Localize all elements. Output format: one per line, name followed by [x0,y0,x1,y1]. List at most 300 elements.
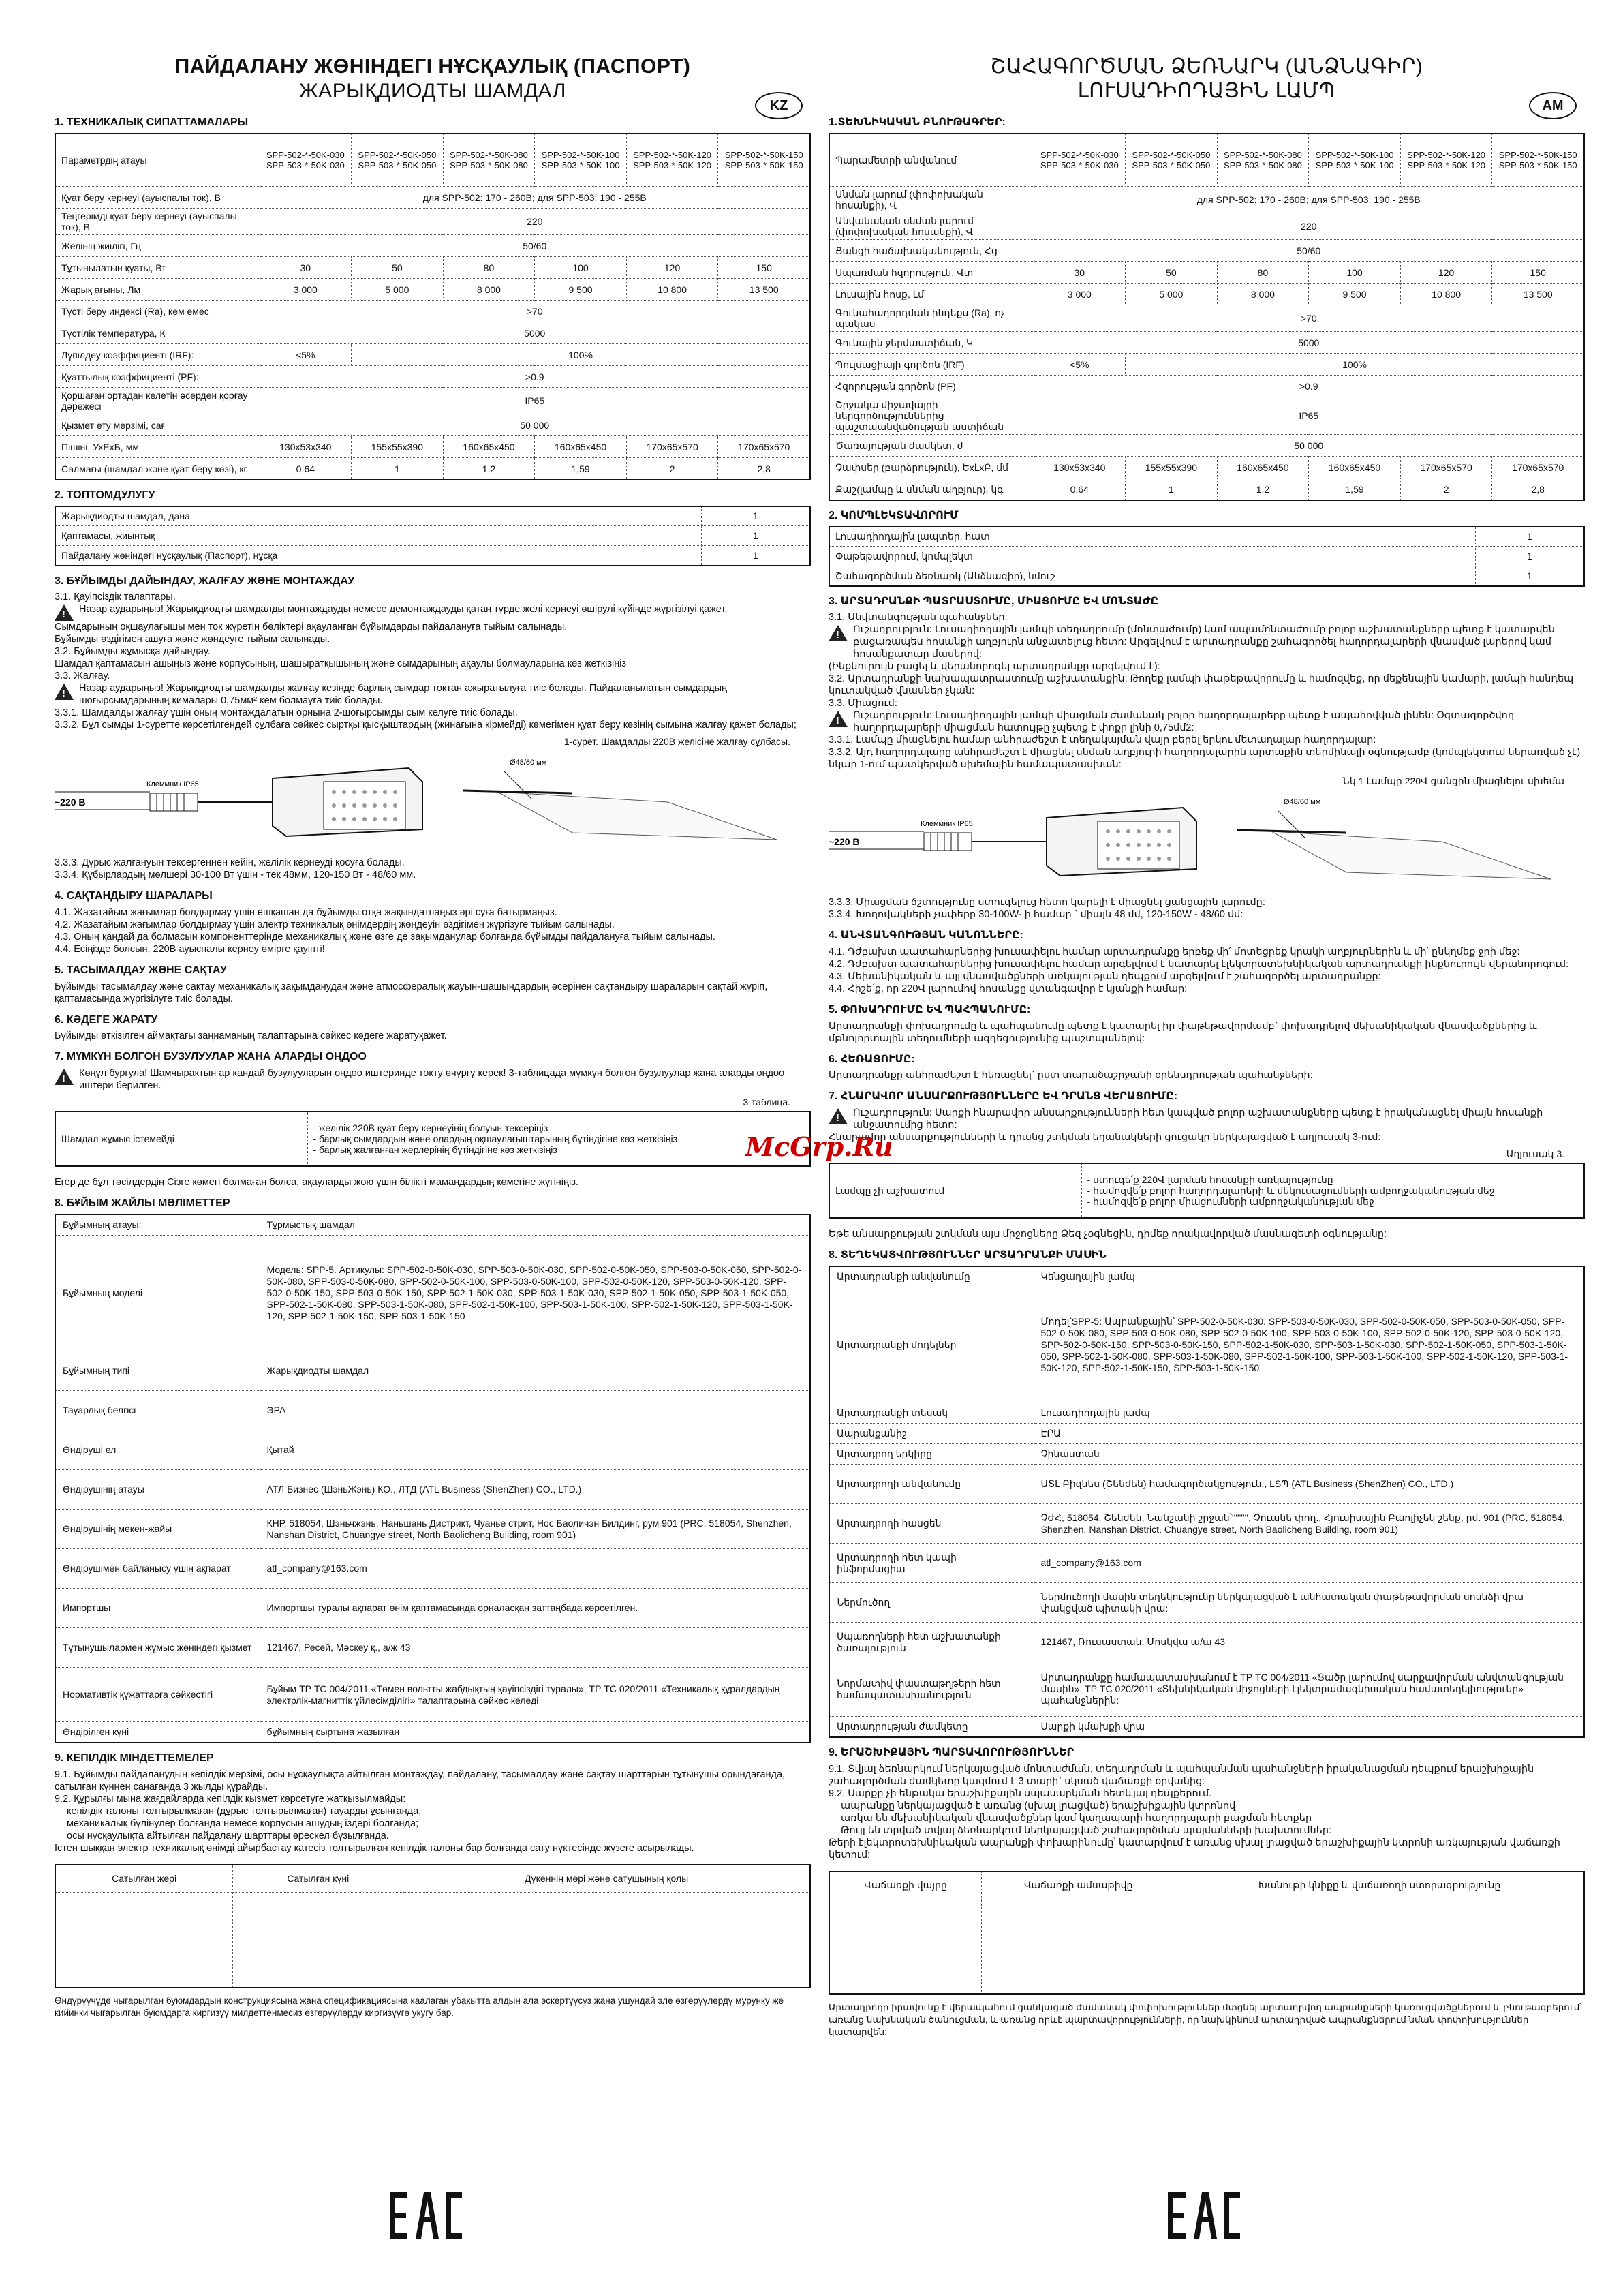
spec-label: Қызмет ету мерзімі, сағ [55,414,260,436]
warning-icon: ! [829,625,848,641]
kz-section-2: 2. ТОПТОМДУЛУГУ [55,489,155,501]
table-caption: Աղյուսակ 3. [1506,1148,1564,1160]
warning-icon: ! [55,1069,74,1085]
kit-item: Пайдалану жөніндегі нұсқаулық (Паспорт), нұсқа [55,546,701,566]
spec-value: для SPP-502: 170 - 260В; для SPP-503: 190 - 255В [1034,187,1584,213]
paragraph: 3.1. Қауіпсіздік талаптары. [55,592,176,603]
wiring-diagram [829,791,1585,893]
spec-value: 220 [1034,213,1584,240]
sale-header: Վաճառքի վայրը [829,1871,982,1899]
spec-label: Теңгерімді қуат беру кернеуі (ауыспалы ток), В [55,209,260,235]
info-key: Импортшы [55,1589,260,1628]
info-value: Бұйым ТР ТС 004/2011 «Төмен вольтты жабдықтың қауіпсіздігі туралы», ТР ТС 020/2011 «Техникалық құралдардың электрлік-магниттік үйлесімділігі» талаптарына сәйкес келеді [260,1668,810,1722]
spec-label: Желінің жиілігі, Гц [55,235,260,257]
spec-label: Тұтынылатын қуаты, Вт [55,257,260,279]
warning [829,1107,1585,1131]
spec-value: 150 [1492,262,1584,284]
spec-value: 50/60 [1034,240,1584,262]
diagram-clamp-label: Клеммник IP65 [921,819,973,828]
info-value: АТЛ Бизнес (ШэньЖэнь) КО., ЛТД (ATL Business (ShenZhen) CO., LTD.) [260,1470,810,1510]
list-item: 4.3. Оның қандай да болмасын компоненттерінде механикалық және өзге де зақымданулар болғанда бұйымды пайдалануға тыйым салынады. [55,931,715,943]
spec-label: Գունային ջերմաստիճան, Կ [829,332,1034,354]
paragraph: 3.3. Միացում: [829,698,897,709]
diagram-pipe-label: Ø48/60 мм [1284,797,1321,806]
paragraph: 3.3.3. Միացման ճշտությունը ստուգելուց հետո կարելի է միացնել ցանցային լարումը: [829,897,1265,908]
spec-value: 2 [1400,478,1492,500]
paragraph: 3.1. Անվտանգության պահանջներ: [829,612,1008,624]
spec-value: 5 000 [1126,284,1218,305]
spec-value: 0,64 [260,458,352,480]
am-section-6: 6. ՀԵՌԱՑՈՒՄԸ: [829,1053,915,1065]
bullet-item: кепілдік талоны толтырылмаған (дұрыс толтырылмаған) тауарды ұсынғанда; [67,1806,422,1818]
kit-qty: 1 [701,506,810,526]
am-title: ՇԱՀԱԳՈՐԾՄԱՆ ՁԵՌՆԱՐԿ (ԱՆՁՆԱԳԻՐ) [990,55,1423,78]
spec-value: для SPP-502: 170 - 260В; для SPP-503: 190 - 255В [260,187,810,209]
remedy-line: - желілік 220В қуат беру кернеуінің болуын тексеріңіз [313,1122,548,1134]
paragraph: 3.3. Жалғау. [55,671,110,682]
warning [55,1067,811,1092]
paragraph: Шамдал қаптамасын ашыңыз және корпусының, шашыратқышының және сымдарының ақаулы болмауларына көз жеткізіңіз [55,658,627,670]
spec-value: 50 [352,257,444,279]
info-value: Қытай [260,1430,810,1470]
eac-mark-am [1166,2191,1241,2240]
fault-remedy [1081,1163,1584,1218]
spec-value: 3 000 [1034,284,1126,305]
spec-label: Жарық ағыны, Лм [55,279,260,301]
kz-column [55,0,811,2296]
am-section-4: 4. ԱՆՎՏԱՆԳՈՒԹՅԱՆ ԿԱՆՈՆՆԵՐԸ: [829,930,1023,942]
spec-label: Пішіні, УхЕхБ, мм [55,436,260,458]
paragraph: 9.1. Бұйымды пайдаланудың кепілдік мерзімі, осы нұсқаулықта айтылған монтаждау, пайдалану, тасымалдау және сақтау шарттарын тұтынушы орындағанда, сатылған күннен санағанда 3 жылды құрайды. [55,1769,786,1793]
kz-spec-table [55,133,811,480]
footer-note: Өндүрүүчүдө чыгарылган буюмдардын конструкциясына жана спецификациясына каалаган убакытта алдын ала эскертүүсүз жана ушундай эле өзгөрүүлөрдү мурунку же кийинки чыгарылган буюмдарга киргизүү милдеттенмесиз өзгөрүүлөрдү киргизүүгө укугу бар. [55,1995,784,2019]
spec-label: Քաշ(լամպը և սնման աղբյուր), կգ [829,478,1034,500]
am-section-9: 9. ԵՐԱՇԽԻՔԱՅԻՆ ՊԱՐՏԱՎՈՐՈՒԹՅՈՒՆՆԵՐ [829,1747,1075,1759]
spec-header: SPP-502-*-50K-080 SPP-503-*-50K-080 [1217,134,1309,187]
spec-value: 170x65x570 [1492,457,1584,478]
list-item: 4.4. Есіңізде болсын, 220В ауыспалы кернеу өмірге қауіпті! [55,943,325,955]
spec-value: 100% [352,344,810,366]
info-key: Бұйымның моделі [55,1236,260,1351]
diagram-voltage-label: ~220 В [55,796,86,808]
kz-info-table [55,1214,811,1743]
spec-header: Параметрдің атауы [55,134,260,187]
spec-label: Հզորության գործոն (PF) [829,376,1034,397]
spec-label: Չափսեր (բարձրություն), ԵxԼxԲ, մմ [829,457,1034,478]
paragraph: Արտադրանքը անհրաժեշտ է հեռացնել` ըստ տարածաշրջանի օրենսդրության պահանջների: [829,1070,1313,1082]
spec-value: 2,8 [718,458,810,480]
warning-text: Назар аударыңыз! Жарықдиодты шамдалды жалғау кезінде барлық сымдар токтан ажыратылуға тиіс болады. Пайдаланылатын сымдардың шоғырсымдарының қималары 0,75мм² кем болмауға тиіс болады. [79,683,728,707]
info-value: atl_company@163.com [1034,1544,1584,1583]
info-value: atl_company@163.com [260,1549,810,1589]
warning-text: Назар аударыңыз! Жарықдиодты шамдалды монтаждауды немесе демонтаждауды қатаң түрде желі кернеуі өшірулі күйінде жүргізілуі қажет. [79,604,728,615]
spec-value: 8 000 [443,279,535,301]
sale-date-field[interactable] [233,1892,403,1987]
spec-value: 50 [1126,262,1218,284]
am-section-1: 1.ՏԵԽՆԻԿԱԿԱՆ ԲՆՈՒԹԱԳՐԵՐ: [829,117,1006,128]
list-item: 4.1. Жазатайым жағымлар болдырмау үшін ешқашан да бұйымды отқа жақындатпаңыз әрі суға батырмаңыз. [55,906,557,918]
info-key: Արտադրողի անվանումը [829,1465,1034,1504]
am-sale-table [829,1871,1585,1995]
kz-section-1: 1. ТЕХНИКАЛЫҚ СИПАТТАМАЛАРЫ [55,117,249,128]
am-section-2: 2. ԿՈՄՊԼԵԿՏԱՎՈՐՈՒՄ [829,509,959,521]
kit-item: Փաթեթավորում, կոմպլեկտ [829,547,1475,566]
paragraph: 3.3.1. Шамдалды жалғау үшін оның монтаждалатын орнына 2-шоғырсымды сым келуге тиіс болады. [55,707,518,719]
spec-value: 30 [260,257,352,279]
spec-header: SPP-502-*-50K-050 SPP-503-*-50K-050 [352,134,444,187]
list-item: 4.2. Жазатайым жағымлар болдырмау үшін электр техникалық өнімдердің жөндеуін өздігімен жүргізуге тыйым салынады. [55,919,615,930]
spec-value: 9 500 [535,279,627,301]
warning [829,624,1585,660]
sale-header: Վաճառքի ամսաթիվը [982,1871,1175,1899]
info-key: Արտադրության ժամկետը [829,1717,1034,1738]
paragraph: Արտադրանքի փոխադրումը և պահպանումը պետք է կատարել իր փաթեթավորմամբ` փոխադրելով մեխանիկական վնասվածքներից և մթնոլորտային տեղումների ազդեցությունից պաշտպանելով: [829,1020,1537,1044]
list-item: 4.4. Հիշե՛ք, որ 220Վ լարումով հոսանքը վտանգավոր է կյանքի համար: [829,983,1188,994]
info-value: бұйымның сыртына жазылған [260,1722,810,1743]
spec-value: 13 500 [718,279,810,301]
info-key: Ներմուծող [829,1583,1034,1623]
watermark: McGrp.Ru [745,1131,893,1162]
paragraph: (Ինքնուրույն բացել և վերանորոգել արտադրանքը արգելվում է): [829,661,1160,673]
spec-value: 8 000 [1217,284,1309,305]
eac-mark-kz [388,2191,463,2240]
kit-qty: 1 [701,526,810,546]
spec-header: SPP-502-*-50K-120 SPP-503-*-50K-120 [1400,134,1492,187]
paragraph: 3.3.4. Құбырлардың мөлшері 30-100 Вт үшін - тек 48мм, 120-150 Вт - 48/60 мм. [55,870,416,881]
warning [55,603,811,621]
info-value: Тұрмыстық шамдал [260,1214,810,1236]
spec-value: IP65 [260,388,810,414]
paragraph: Թերի էլեկտրոտեխնիկական ապրանքի փոխարինումը՝ կատարվում է առանց սխալ լրացված երաշխիքային կտրոնի առկայության վաճառքի կետում: [829,1837,1560,1861]
spec-label: Շրջակա միջավայրի ներգործություններից պաշտպանվածության աստիճան [829,397,1034,435]
paragraph: 3.2. Бұйымды жұмысқа дайындау. [55,646,211,658]
remedy-line: - ստուգե՛ք 220Վ լարման հոսանքի առկայությունը [1087,1174,1333,1186]
info-key: Тауарлық белгісі [55,1391,260,1430]
list-item: 4.3. Մեխանիկական և այլ վնասվածքների առկայության դեպքում արգելվում է շահագործել արտադրանքը: [829,970,1381,982]
list-item: 4.1. Դժբախտ պատահարներից խուսափելու համար արտադրանքը երբեք մի՛ մոտեցրեք կրակի աղբյուրներին և մի՛ ընկղմեք ջրի մեջ: [829,946,1520,958]
paragraph: 3.3.4. Խողովակների չափերը 30-100W- ի համար ` միայն 48 մմ, 120-150W - 48/60 մմ: [829,909,1243,921]
spec-value: 1,59 [535,458,627,480]
info-value: Արտադրանքը համապատասխանում է ТР ТС 004/2011 «Ցածր լարումով սարքավորման անվտանգության մասին», ТР ТС 020/2011 «Տեխնիկական միջոցների էլեկտրամագնիսական համատեղելիությունը» պահանջներին: [1034,1662,1584,1717]
spec-value: 2 [626,458,718,480]
info-key: Սպառողների հետ աշխատանքի ծառայություն [829,1623,1034,1662]
paragraph: Եթե անսարքության շտկման այս միջոցները Ձեզ չօգնեցին, դիմեք որակավորված մասնագետի օգնությանը: [829,1229,1387,1240]
spec-value: 160x65x450 [1217,457,1309,478]
fault-symptom: Шамдал жұмыс істемейді [55,1112,307,1166]
lamp-side-view [497,792,777,840]
spec-value: 50 000 [260,414,810,436]
info-key: Ապրանքանիշ [829,1424,1034,1444]
spec-label: Անվանական սնման լարում (փոփոխական հոսանքի), Վ [829,213,1034,240]
sale-place-field[interactable] [829,1899,982,1994]
spec-value: >70 [1034,305,1584,332]
spec-value: 10 800 [1400,284,1492,305]
spec-value: 1,2 [1217,478,1309,500]
spec-value: 120 [1400,262,1492,284]
spec-value: 150 [718,257,810,279]
warning-text: Көңүл бургула! Шамчырактын ар кандай бузулууларын оңдоо иштеринде токту өчүргү керек! 3-таблицада мүмкүн болгон бузулуулар жана аларды оңдоо иштери берилген. [79,1068,785,1092]
paragraph: 9.2. Սարքը չի ենթակա երաշխիքային սպասարկման հետևյալ դեպքերում. [829,1788,1212,1800]
diagram-clamp-label: Клеммник IP65 [146,780,199,789]
info-value: ԷՐԱ [1034,1424,1584,1444]
kz-section-9: 9. КЕПІЛДІК МІНДЕТТЕМЕЛЕР [55,1752,214,1764]
am-faults-table [829,1163,1585,1219]
info-key: Өндірушімен байланысу үшін ақпарат [55,1549,260,1589]
spec-value: 50 000 [1034,435,1584,457]
spec-label: Түстілік температура, К [55,322,260,344]
am-spec-table [829,133,1585,501]
info-key: Արտադրանքի մոդելներ [829,1287,1034,1403]
spec-label: Պուլսացիայի գործոն (IRF) [829,354,1034,376]
info-key: Արտադրողի հետ կապի ինֆորմացիա [829,1544,1034,1583]
pipe [463,791,572,793]
paragraph: 3.3.1. Լամպը միացնելու համար անհրաժեշտ է տեղակայման վայր բերել երկու մետաղալար հաղորդալար: [829,735,1376,746]
warning-icon: ! [829,711,848,727]
info-value: ЭРА [260,1391,810,1430]
am-section-8: 8. ՏԵՂԵԿԱՏՎՈՒԹՅՈՒՆՆԵՐ ԱՐՏԱԴՐԱՆՔԻ ՄԱՍԻՆ [829,1249,1107,1261]
spec-value: 170x65x570 [1400,457,1492,478]
sale-header: Дүкеннің мөрі және сатушының қолы [403,1865,810,1892]
spec-value: 170x65x570 [718,436,810,458]
kit-qty: 1 [1475,566,1584,586]
spec-label: Қуаттылық коэффициенті (PF): [55,366,260,388]
spec-value: >70 [260,301,810,322]
spec-value: 0,64 [1034,478,1126,500]
info-value: Жарықдиодты шамдал [260,1351,810,1391]
spec-header: SPP-502-*-50K-150 SPP-503-*-50K-150 [1492,134,1584,187]
warning-icon: ! [55,604,74,621]
kit-item: Жарықдиодты шамдал, дана [55,506,701,526]
warning [829,709,1585,734]
pipe [1237,830,1346,833]
info-key: Արտադրանքի տեսակ [829,1403,1034,1424]
am-column [829,0,1585,2296]
fault-symptom: Լամպը չի աշխատում [829,1163,1081,1218]
spec-value: <5% [260,344,352,366]
paragraph: 3.2. Արտադրանքի նախապատրաստումը աշխատանքին: Թողեք լամպի փաթեթավորումը և համոզվեք, որ մեքենային կամարի, լամպի հանդեպ կուտակված վնասներ չկան: [829,673,1574,697]
spec-value: 80 [1217,262,1309,284]
spec-header: SPP-502-*-50K-100 SPP-503-*-50K-100 [535,134,627,187]
info-value: Модель: SPP-5. Артикулы: SPP-502-0-50K-030, SPP-503-0-50K-030, SPP-502-0-50K-050, SPP-503-0-50K-050, SPP-502-0-50K-080, SPP-503-0-50K-080, SPP-502-0-50K-100, SPP-503-0-50K-100, SPP-502-0-50K-120, SPP-503-0-50K-120, SPP-502-0-50K-150, SPP-503-0-50K-150, SPP-502-1-50K-030, SPP-503-1-50K-030, SPP-502-1-50K-050, SPP-503-1-50K-050, SPP-502-1-50K-080, SPP-503-1-50K-080, SPP-502-1-50K-100, SPP-503-1-50K-100, SPP-502-1-50K-120, SPP-503-1-50K-120, SPP-502-1-50K-150, SPP-503-1-50K-150 [260,1236,810,1351]
info-value: Սարքի կմախքի վրա [1034,1717,1584,1738]
info-key: Նորմատիվ փաստաթղթերի հետ համապատասխանություն [829,1662,1034,1717]
kz-section-3: 3. БҰЙЫМДЫ ДАЙЫНДАУ, ЖАЛҒАУ ЖӘНЕ МОНТАЖДАУ [55,575,355,587]
spec-value: 120 [626,257,718,279]
spec-value: 13 500 [1492,284,1584,305]
sale-header: Сатылған жері [55,1865,233,1892]
kz-subtitle: ЖАРЫҚДИОДТЫ ШАМДАЛ [298,80,566,102]
kz-section-4: 4. САҚТАНДЫРУ ШАРАЛАРЫ [55,890,213,902]
spec-value: 30 [1034,262,1126,284]
kit-qty: 1 [701,546,810,566]
spec-value: >0.9 [260,366,810,388]
am-info-table [829,1266,1585,1738]
info-value: КНР, 518054, Шэньчжэнь, Наньшань Дистрикт, Чуанье стрит, Нос Баоличэн Билдинг, рум 901 (PRC, 518054, Shenzhen, Nanshan District, Chuangye street, North Baolicheng Building, room 901) [260,1510,810,1549]
info-value: 121467, Ռուսաստան, Մոսկվա ա/ա 43 [1034,1623,1584,1662]
paragraph: 9.1. Տվյալ ձեռնարկում ներկայացված մոնտաժման, տեղադրման և պահպանման պահանջների իրականացման դեպքում երաշխիքային շահագործման ժամկետը կազմում է 3 տարի` սկսած վաճառքի օրվանից: [829,1764,1534,1788]
footer-note: Արտադրողը իրավունք է վերապահում ցանկացած ժամանակ փոփոխություններ մտցնել արտադրվող ապրանքների կառուցվածքներում և բնութագրերում՝ առանց նախնական ծանուցման, և առանց որևէ պարտավորությունների, որ նախկինում արտադրված ապրանքներում նման փոփոխություններ կատարվեն: [829,2002,1582,2038]
kz-section-6: 6. КӘДЕГЕ ЖАРАТУ [55,1013,158,1026]
spec-label: Ցանցի հաճախականություն, Հց [829,240,1034,262]
spec-value: 155x55x390 [1126,457,1218,478]
paragraph: Бұйымды тасымалдау және сақтау механикалық зақымданудан және атмосфералық жауын-шашындардың әсерінен сақтандыру шараларын сақтай жүріп, қаптамасында жүргізілуге тиіс болады. [55,981,768,1005]
paragraph: 3.3.3. Дұрыс жалғануын тексергеннен кейін, желілік кернеуді қосуға болады. [55,857,405,869]
paragraph: Бұйымды өздігімен ашуға және жөндеуге тыйым салынады. [55,634,330,645]
spec-label: Ծառայության ժամկետ, ժ [829,435,1034,457]
spec-value: 2,8 [1492,478,1584,500]
spec-value: 170x65x570 [626,436,718,458]
spec-value: 3 000 [260,279,352,301]
warning [55,682,811,707]
spec-label: Қуат беру кернеуі (ауыспалы ток), В [55,187,260,209]
spec-value: 160x65x450 [443,436,535,458]
spec-label: Түсті беру индексі (Ra), кем емес [55,301,260,322]
table-caption: 3-таблица. [743,1097,790,1108]
kz-title: ПАЙДАЛАНУ ЖӨНІНДЕГІ НҰСҚАУЛЫҚ (ПАСПОРТ) [174,55,691,78]
spec-value: >0.9 [1034,376,1584,397]
am-kit-table [829,526,1585,587]
sale-stamp-field[interactable] [403,1892,810,1987]
diagram-voltage-label: ~220 В [829,836,860,847]
am-section-3: 3. ԱՐՏԱԴՐԱՆՔԻ ՊԱՏՐԱՍՏՈՒՄԸ, ՄԻԱՑՈՒՄԸ ԵՎ ՄՈՆՏԱԺԸ [829,595,1158,607]
info-key: Өндірушi ел [55,1430,260,1470]
bullet-item: ապրանքը ներկայացված է առանց (սխալ լրացված) երաշխիքային կտրոնով [841,1801,1236,1812]
spec-header: SPP-502-*-50K-050 SPP-503-*-50K-050 [1126,134,1218,187]
spec-value: 100% [1126,354,1584,376]
info-value: Մոդել՝SPP-5: Ապրանքային՝ SPP-502-0-50K-030, SPP-503-0-50K-030, SPP-502-0-50K-050, SPP-503-0-50K-050, SPP-502-0-50K-080, SPP-503-0-50K-080, SPP-502-0-50K-100, SPP-503-0-50K-100, SPP-502-0-50K-120, SPP-503-0-50K-120, SPP-502-0-50K-150, SPP-503-0-50K-150, SPP-502-1-50K-030, SPP-503-1-50K-030, SPP-502-1-50K-050, SPP-503-1-50K-050, SPP-502-1-50K-080, SPP-503-1-50K-080, SPP-502-1-50K-100, SPP-503-1-50K-100, SPP-502-1-50K-120, SPP-503-1-50K-120, SPP-502-1-50K-150, SPP-503-1-50K-150 [1034,1287,1584,1403]
kit-item: Շահագործման ձեռնարկ (Անձնագիր), նմուշ [829,566,1475,586]
spec-value: 5000 [1034,332,1584,354]
paragraph: 3.3.2. Бұл сымды 1-суретте көрсетілгендей сұлбаға сәйкес сыртқы қысқыштардың (жинағына кірмейді) көмегімен қуат беру көзінің сымына жалғау қажет болады; [55,720,797,731]
info-key: Արտադրող երկիրը [829,1444,1034,1465]
kit-qty: 1 [1475,527,1584,547]
bullet-item: механикалық бүлінулер болғанда немесе корпусын ашудың іздері болғанда; [67,1818,419,1830]
info-value: Կենցաղային լամպ [1034,1266,1584,1287]
spec-label: Қоршаған ортадан келетін әсерден қорғау дәрежесі [55,388,260,414]
spec-value: 1 [352,458,444,480]
kit-item: Қаптамасы, жиынтық [55,526,701,546]
spec-label: Գունահաղորդման ինդեքս (Ra), ոչ պակաս [829,305,1034,332]
kit-item: Լուսադիոդային լապտեր, հատ [829,527,1475,547]
info-value: Չինաստան [1034,1444,1584,1465]
spec-header: SPP-502-*-50K-120 SPP-503-*-50K-120 [626,134,718,187]
spec-value: 130x53x340 [260,436,352,458]
lamp-side-view [1271,831,1551,879]
info-value: Լուսադիոդային լամպ [1034,1403,1584,1424]
remedy-line: - համոզվե՛ք բոլոր հաղորդալարերի և մեկուսացումների ամբողջականության մեջ [1087,1185,1495,1197]
spec-value: 130x53x340 [1034,457,1126,478]
spec-header: SPP-502-*-50K-100 SPP-503-*-50K-100 [1309,134,1401,187]
spec-label: Լուսային հոսք, Լմ [829,284,1034,305]
info-key: Бұйымның типі [55,1351,260,1391]
spec-label: Салмағы (шамдал және қуат беру көзі), кг [55,458,260,480]
sale-header: Сатылған күні [233,1865,403,1892]
kz-faults-table [55,1111,811,1167]
paragraph: 9.2. Құрылғы мына жағдайларда кепілдік қызмет көрсетуге жатқызылмайды: [55,1794,406,1805]
info-key: Өндірілген күні [55,1722,260,1743]
figure-caption: Նկ.1 Լամպը 220Վ ցանցին միացնելու սխեմա [1342,776,1564,787]
fault-remedy [307,1112,810,1166]
info-key: Өндірушінің атауы [55,1470,260,1510]
diagram-pipe-label: Ø48/60 мм [510,758,547,767]
paragraph: 3.3.2. Այդ հաղորդալարը անհրաժեշտ է միացնել սնման աղբյուրի հաղորդալարին արտաքին տերմինալի օգնությամբ (կոմպլեկտում ներառված չէ) նկար 1-ում պատկերված սխեմային համապատասխան: [829,747,1581,771]
am-language-badge: AM [1529,92,1577,119]
am-section-7: 7. ՀՆԱՐԱՎՈՐ ԱՆՍԱՐՔՈՒԹՅՈՒՆՆԵՐԸ ԵՎ ԴՐԱՆՑ ՎԵՐԱՑՈՒՄԸ: [829,1090,1178,1103]
spec-value: 10 800 [626,279,718,301]
bullet-item: առկա են մեխանիկական վնասվածքներ կամ կաղապարի հաղորդալարի բացման հետքեր [841,1813,1312,1824]
spec-label: Лүпілдеу коэффициенті (IRF): [55,344,260,366]
spec-value: 160x65x450 [1309,457,1401,478]
sale-stamp-field[interactable] [1175,1899,1584,1994]
warning-text: Ուշադրություն: Լուսադիոդային լամպի միացման ժամանակ բոլոր հաղորդալարերը պետք է ապահովված լինեն: Օգտագործվող հաղորդալարերի միացման հատույթը չպետք է փոքր լինի 0,75մմ2: [853,710,1515,734]
sale-date-field[interactable] [982,1899,1175,1994]
spec-label: Սպառման հզորություն, Վտ [829,262,1034,284]
info-value: ՉԺՀ, 518054, Շենժեն, Նանշանի շրջան՝''''''''', Չուանե փող., Հյուսիսային Բաոլիչեն շենք, րմ. 901 (PRC, 518054, Shenzhen, Nanshan District, Chuangye street, North Baolicheng Building, room 901) [1034,1504,1584,1544]
bullet-item: осы нұсқаулықта айтылған пайдалану шарттары өрескел бұзылғанда. [67,1831,389,1842]
warning-text: Ուշադրություն: Լուսադիոդային լամպի տեղադրումը (մոնտաժումը) կամ ապամոնտաժումը բոլոր աշխատանքները պետք է կատարվեն բացառապես հոսանքի աղբյուրն անջատելուց հետո: Արգելվում է արտադրանքը շահագործել հաղորդալարերի վնասված լարերով կամ հոսանքատար մասերով: [853,624,1555,660]
spec-value: IP65 [1034,397,1584,435]
info-value: Ներմուծողի մասին տեղեկությունը ներկայացված է անհատական փաթեթավորման սոսնձի վրա փակցված պիտակի վրա: [1034,1583,1584,1623]
kz-kit-table [55,506,811,566]
kz-sale-table [55,1864,811,1988]
am-section-5: 5. ՓՈԽԱԴՐՈՒՄԸ ԵՎ ՊԱՀՊԱՆՈՒՄԸ: [829,1003,1031,1015]
spec-header: SPP-502-*-50K-150 SPP-503-*-50K-150 [718,134,810,187]
kz-section-8: 8. БҰЙЫМ ЖАЙЛЫ МӘЛІМЕТТЕР [55,1197,230,1210]
info-value: 121467, Ресей, Мәскеу қ., а/ж 43 [260,1628,810,1668]
paragraph: Егер де бұл тәсілдердің Сізге көмегі болмаған болса, ақауларды жою үшін білікті мамандардың көмегіне жүгініңіз. [55,1177,578,1189]
paragraph: Істен шыққан электр техникалық өнімді айырбастау қатесіз толтырылған кепілдік талоны бар болғанда сату нүктесінде жүзеге асырылады. [55,1843,694,1854]
info-key: Արտադրողի հասցեն [829,1504,1034,1544]
spec-value: 160x65x450 [535,436,627,458]
sale-header: Խանութի կնիքը և վաճառողի ստորագրությունը [1175,1871,1584,1899]
kz-section-5: 5. ТАСЫМАЛДАУ ЖӘНЕ САҚТАУ [55,964,227,976]
remedy-line: - համոզվե՛ք բոլոր միացումների ամբողջականության մեջ [1087,1196,1374,1208]
list-item: 4.2. Դժբախտ պատահարներից խուսափելու համար արգելվում է կատարել էլեկտրատեխնիկական արտադրանքի ինքնուրույն վերանորոգում: [829,958,1569,970]
remedy-line: - барлық сымдардың және олардың оқшаулағыштарының бүтіндігіне көз жеткізіңіз [313,1133,678,1145]
kz-language-badge: KZ [755,92,803,119]
kit-qty: 1 [1475,547,1584,566]
spec-value: 5000 [260,322,810,344]
spec-value: 100 [535,257,627,279]
remedy-line: - барлық жалғанған жерлерінің бүтіндігіне көз жеткізіңіз [313,1144,557,1156]
spec-value: 1,59 [1309,478,1401,500]
spec-label: Սնման լարում (փոփոխական հոսանքի), Վ [829,187,1034,213]
am-subtitle: ԼՈՒՍԱԴԻՈԴԱՅԻՆ ԼԱՄՊ [1077,80,1336,102]
spec-value: 1 [1126,478,1218,500]
spec-value: 50/60 [260,235,810,257]
info-key: Нормативтік құжаттарға сәйкестігі [55,1668,260,1722]
paragraph: Հնարավոր անսարքությունների և դրանց շտկման եղանակների ցուցակը ներկայացված է աղյուսակ 3-ում: [829,1132,1381,1144]
warning-icon: ! [55,684,74,700]
spec-value: <5% [1034,354,1126,376]
warning-icon: ! [829,1108,848,1124]
paragraph: Сымдарының оқшаулағышы мен ток жүретін бөліктері ақауланған бұйымдарды пайдалануға тыйым салынады. [55,622,568,633]
spec-header: Պարամետրի անվանում [829,134,1034,187]
spec-value: 5 000 [352,279,444,301]
info-key: Тұтынушылармен жұмыс жөніндегі қызмет [55,1628,260,1668]
info-value: ԱՏԼ Բիզնես (Շենժեն) համագործակցություն., LSՊ (ATL Business (ShenZhen) CO., LTD.) [1034,1465,1584,1504]
sale-place-field[interactable] [55,1892,233,1987]
info-key: Արտադրանքի անվանումը [829,1266,1034,1287]
bullet-item: Թույլ են տրված տվյալ ձեռնարկում ներկայացված շահագործման պայմանների խախտումներ: [841,1825,1332,1837]
spec-header: SPP-502-*-50K-030 SPP-503-*-50K-030 [260,134,352,187]
spec-header: SPP-502-*-50K-030 SPP-503-*-50K-030 [1034,134,1126,187]
spec-header: SPP-502-*-50K-080 SPP-503-*-50K-080 [443,134,535,187]
info-value: Импортшы туралы ақпарат өнім қаптамасында орналасқан заттаңбада көрсетілген. [260,1589,810,1628]
spec-value: 100 [1309,262,1401,284]
spec-value: 1,2 [443,458,535,480]
wiring-diagram [55,751,811,853]
